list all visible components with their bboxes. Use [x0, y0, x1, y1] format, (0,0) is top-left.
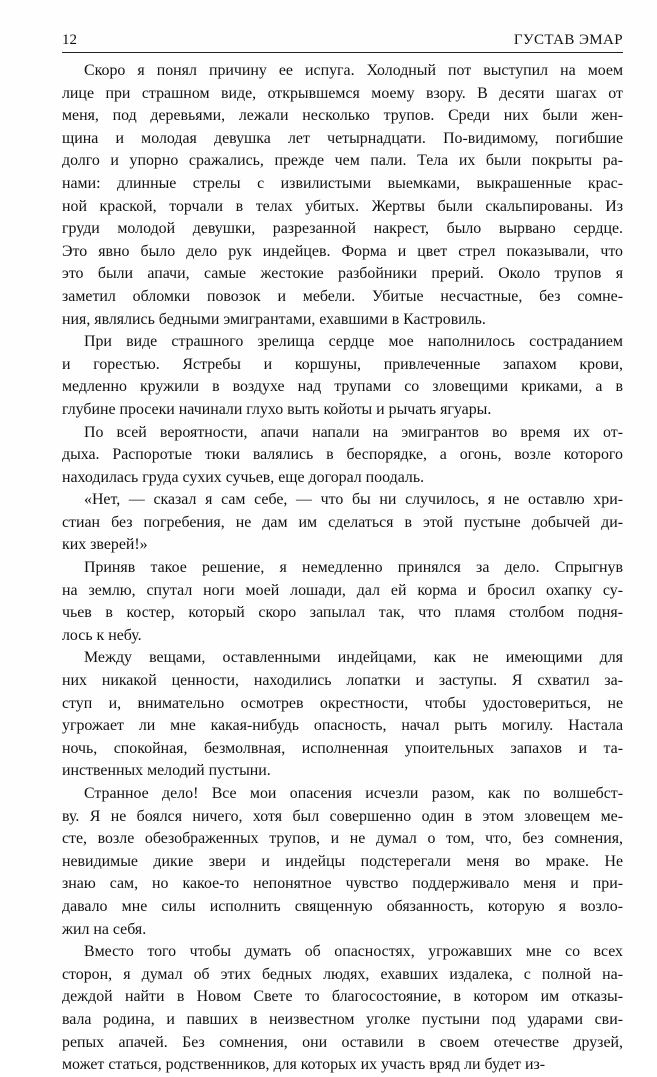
text-line: давало мне силы исполнить священную обязанность, которую я возло-: [62, 897, 623, 915]
text-line: заметил обломки повозок и мебели. Убитые несчастные, без сомне-: [62, 287, 623, 305]
text-line: стиан без погребения, не дам им сделаться в этой пустыне добычей ди-: [62, 513, 623, 531]
text-line: ной краской, торчали в телах убитых. Жертвы были скальпированы. Из: [62, 197, 623, 215]
paragraph: [62, 941, 623, 1077]
paragraph: [62, 489, 623, 557]
text-line: Скоро я понял причину ее испуга. Холодный пот выступил на моем: [84, 62, 623, 79]
text-line: «Нет, — сказал я сам себе, — что бы ни случилось, я не оставлю хри-: [84, 491, 623, 509]
text-line: них никакой ценности, находились лопатки и заступы. Я схватил за-: [62, 672, 623, 690]
text-line: деждой найти в Новом Свете то благосостояние, в котором им отказы-: [62, 988, 623, 1006]
text-line: угрожает ли мне какая-нибудь опасность, начал рыть могилу. Настала: [62, 717, 623, 735]
text-line: жил на себя.: [62, 920, 147, 938]
text-line: груди молодой девушки, разрезанной накрест, было вырвано сердце.: [62, 220, 623, 238]
text-line: лось к небу.: [62, 626, 142, 644]
text-line: ступ и, внимательно осмотрев окрестности, чтобы удостовериться, не: [62, 694, 623, 712]
text-line: меня, под деревьями, лежали несколько трупов. Среди них были жен-: [62, 107, 623, 125]
text-line: сторон, я думал об этих бедных людях, ехавших издалека, с полной на-: [62, 965, 623, 983]
running-head: ГУСТАВ ЭМАР: [513, 32, 623, 48]
body-text: [62, 60, 623, 1077]
paragraph: [62, 60, 623, 331]
text-line: ночь, спокойная, безмолвная, исполненная упоительных запахов и та-: [62, 739, 623, 757]
page-header: [62, 30, 623, 53]
text-line: нами: длинные стрелы с извилистыми выемками, выкрашенные крас-: [62, 174, 623, 192]
text-line: находилась груда сухих сучьев, еще догорал поодаль.: [62, 468, 425, 486]
paragraph: [62, 422, 623, 490]
text-line: на землю, спутал ноги моей лошади, дал ей корма и бросил охапку су-: [62, 581, 623, 599]
text-line: медленно кружили в воздухе над трупами со зловещими криками, а в: [62, 378, 623, 396]
text-line: ния, являлись бедными эмигрантами, ехавшими в Кастровиль.: [62, 310, 486, 328]
text-line: ву. Я не боялся ничего, хотя был совершенно один в этом зловещем ме-: [62, 807, 623, 825]
text-line: лице при страшном виде, открывшемся моему взору. В десяти шагах от: [62, 84, 623, 102]
text-line: сте, возле обезображенных трупов, и не думал о том, что, без сомнения,: [62, 830, 623, 848]
text-line: знаю сам, но какое-то непонятное чувство поддерживало меня и при-: [62, 875, 623, 893]
text-line: может статься, родственников, для которых их участь вряд ли будет из-: [62, 1056, 546, 1074]
text-line: дыха. Распоротые тюки валялись в беспорядке, а огонь, возле которого: [62, 446, 623, 464]
text-line: глубине просеки начинали глухо выть койоты и рычать ягуары.: [62, 400, 492, 418]
paragraph: [62, 647, 623, 783]
paragraph: [62, 331, 623, 421]
text-line: инственных мелодий пустыни.: [62, 762, 271, 780]
text-line: Странное дело! Все мои опасения исчезли разом, как по волшебст-: [84, 785, 623, 802]
text-line: Приняв такое решение, я немедленно принялся за дело. Спрыгнув: [84, 559, 623, 577]
text-line: долго и упорно сражались, прежде чем пали. Тела их были покрыты ра-: [62, 152, 623, 170]
text-line: Между вещами, оставленными индейцами, как не имеющими для: [84, 649, 623, 667]
text-line: это были апачи, самые жестокие разбойники прерий. Около трупов я: [62, 265, 623, 283]
text-line: щина и молодая девушка лет четырнадцати. По-видимому, погибшие: [62, 129, 623, 147]
text-line: чьев в костер, который скоро запылал так, что пламя столбом подня-: [62, 604, 623, 622]
page-number: 12: [62, 32, 77, 48]
paragraph: [62, 783, 623, 941]
text-line: и горестью. Ястребы и коршуны, привлеченные запахом крови,: [62, 355, 623, 373]
text-line: вала родина, и павших в неизвестном уголке пустыни под ударами сви-: [62, 1010, 623, 1028]
text-line: Вместо того чтобы думать об опасностях, угрожавших мне со всех: [84, 943, 623, 961]
text-line: По всей вероятности, апачи напали на эмигрантов во время их от-: [84, 423, 623, 441]
text-line: ких зверей!»: [62, 536, 148, 554]
text-line: невидимые дикие звери и индейцы подстерегали меня во мраке. Не: [62, 852, 623, 870]
paragraph: [62, 557, 623, 647]
text-line: При виде страшного зрелища сердце мое наполнилось состраданием: [84, 333, 623, 351]
text-line: репых апачей. Без сомнения, они оставили в своем отечестве друзей,: [62, 1033, 623, 1051]
text-line: Это явно было дело рук индейцев. Форма и цвет стрел показывали, что: [62, 242, 623, 260]
